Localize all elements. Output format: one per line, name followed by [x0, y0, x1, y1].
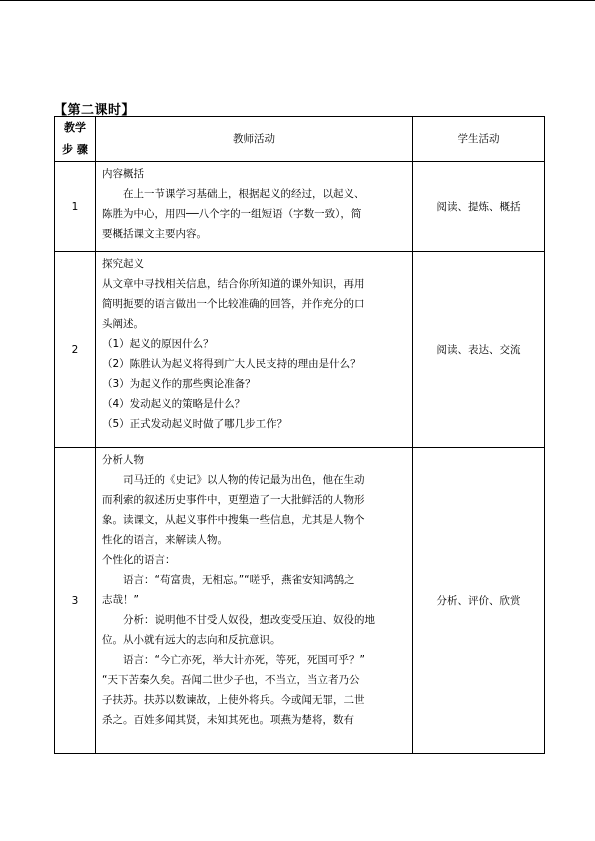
step-number: 1 — [55, 162, 96, 252]
activity-title: 探究起义 — [102, 258, 144, 270]
lesson-table — [54, 116, 545, 754]
section-title: 【第二课时】 — [54, 103, 136, 118]
step-number: 3 — [55, 448, 96, 754]
teacher-activity: 内容概括 在上一节课学习基础上，根据起义的经过，以起义、 陈胜为中心，用四──八个字的一组短语（字数一致），简 要概括课文主要内容。 — [96, 162, 413, 252]
table-row — [55, 448, 545, 754]
teacher-column-header: 教师活动 — [96, 117, 413, 162]
activity-title: 分析人物 — [102, 454, 144, 466]
student-activity: 阅读、表达、交流 — [413, 252, 545, 448]
student-activity: 阅读、提炼、概括 — [413, 162, 545, 252]
step-column-header: 教学 步 骤 — [55, 117, 96, 162]
step-number: 2 — [55, 252, 96, 448]
teacher-activity: 分析人物 司马迁的《史记》以人物的传记最为出色，他在生动 而利索的叙述历史事件中，更塑造了一大批鲜活的人物形 象。读课文，从起义事件中搜集一些信息，尤其是人物个 性化的语言，来解读人物。 个性化的语言： 语言：“苟富贵，无相忘。”“嗟乎，燕雀安知鸿鹄之 志哉！” 分析：说明他不甘受人奴役，想改变受压迫、奴役的地 位。从小就有远大的志向和反抗意识。 语言：“今亡亦死，举大计亦死，等死，死国可乎？” “天下苦秦久矣。吾闻二世少子也，不当立，当立者乃公 子扶苏。扶苏以数谏故，上使外将兵。今或闻无罪，二世 杀之。百姓多闻其贤，未知其死也。项燕为楚将，数有 — [96, 448, 413, 754]
teacher-activity: 探究起义 从文章中寻找相关信息，结合你所知道的课外知识，再用 简明扼要的语言做出一个比较准确的回答，并作充分的口 头阐述。 （1）起义的原因什么？ （2）陈胜认为起义将得到广大人民支持的理由是什么？ （3）为起义作的那些舆论准备？ （4）发动起义的策略是什么？ （5）正式发动起义时做了哪几步工作？ — [96, 252, 413, 448]
table-row — [55, 162, 545, 252]
student-column-header: 学生活动 — [413, 117, 545, 162]
table-row — [55, 252, 545, 448]
top-rule — [0, 0, 595, 1]
table-header-row — [55, 117, 545, 162]
student-activity: 分析、评价、欣赏 — [413, 448, 545, 754]
activity-title: 内容概括 — [102, 168, 144, 180]
